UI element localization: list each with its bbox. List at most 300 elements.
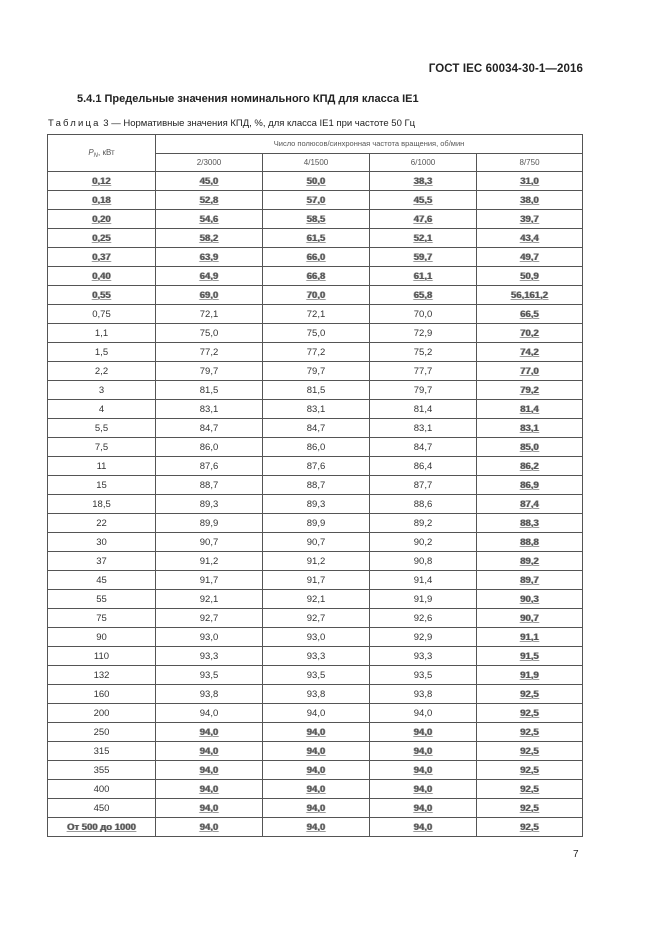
power-cell (48, 457, 156, 476)
value-cell-text: 93,3 (413, 650, 433, 662)
value-cell (263, 172, 370, 191)
value-cell-text: 79,7 (306, 365, 326, 377)
value-cell (156, 495, 263, 514)
power-cell-text: 5,5 (94, 422, 109, 434)
pn-unit: , кВт (98, 147, 115, 157)
value-cell (156, 343, 263, 362)
value-cell-text: 91,9 (520, 669, 539, 681)
value-cell (370, 362, 477, 381)
value-cell-text: 92,6 (413, 612, 433, 624)
power-cell (48, 419, 156, 438)
value-cell (370, 590, 477, 609)
table-row (48, 457, 583, 476)
value-cell (477, 666, 583, 685)
value-cell-text: 49,7 (520, 251, 539, 263)
value-cell-text: 39,7 (520, 213, 539, 225)
value-cell-text: 83,1 (199, 403, 219, 415)
value-cell (370, 723, 477, 742)
value-cell (156, 780, 263, 799)
table-row (48, 229, 583, 248)
value-cell (156, 704, 263, 723)
power-cell-text: 450 (93, 802, 110, 814)
table-row (48, 533, 583, 552)
value-cell-text: 75,0 (199, 327, 219, 339)
value-cell-text: 93,3 (306, 650, 326, 662)
caption-number: 3 (103, 118, 109, 129)
power-cell-text: 0,37 (92, 251, 111, 263)
pn-subscript: N (93, 152, 98, 159)
value-cell-text: 79,7 (199, 365, 219, 377)
value-cell (263, 229, 370, 248)
power-cell (48, 210, 156, 229)
value-cell-text: 58,5 (306, 213, 326, 225)
value-cell (263, 324, 370, 343)
value-cell (156, 305, 263, 324)
value-cell-text: 92,5 (520, 802, 539, 814)
value-cell (477, 514, 583, 533)
power-column-header (48, 135, 156, 172)
value-cell-text: 77,2 (199, 346, 219, 358)
value-cell-text: 59,7 (413, 251, 433, 263)
value-cell-text: 91,4 (413, 574, 433, 586)
value-cell-text: 75,0 (306, 327, 326, 339)
value-cell (477, 628, 583, 647)
column-header: 6/1000 (370, 153, 477, 172)
value-cell-text: 91,9 (413, 593, 433, 605)
value-cell-text: 92,5 (520, 745, 539, 757)
value-cell-text: 45,5 (413, 194, 433, 206)
value-cell (477, 723, 583, 742)
value-cell-text: 70,0 (413, 308, 433, 320)
power-cell (48, 400, 156, 419)
value-cell-text: 91,1 (520, 631, 539, 643)
value-cell (156, 476, 263, 495)
value-cell-text: 89,7 (520, 574, 539, 586)
table-row (48, 761, 583, 780)
value-cell-text: 66,8 (306, 270, 326, 282)
value-cell-text: 94,0 (306, 764, 326, 776)
value-cell (156, 248, 263, 267)
poles-group-header: Число полюсов/синхронная частота вращения, об/мин (156, 135, 583, 154)
value-cell (370, 419, 477, 438)
table-row (48, 742, 583, 761)
value-cell-text: 94,0 (306, 745, 326, 757)
value-cell-text: 92,5 (520, 707, 539, 719)
value-cell-text: 94,0 (413, 726, 433, 738)
value-cell (156, 419, 263, 438)
table-row (48, 723, 583, 742)
value-cell (477, 571, 583, 590)
table-row (48, 552, 583, 571)
power-cell-text: 0,40 (92, 270, 111, 282)
value-cell (156, 229, 263, 248)
value-cell (156, 571, 263, 590)
value-cell-text: 94,0 (413, 821, 433, 833)
value-cell-text: 92,5 (520, 764, 539, 776)
value-cell (263, 780, 370, 799)
value-cell-text: 93,0 (199, 631, 219, 643)
value-cell (477, 343, 583, 362)
value-cell (477, 305, 583, 324)
value-cell-text: 66,0 (306, 251, 326, 263)
value-cell-text: 38,0 (520, 194, 539, 206)
value-cell (477, 362, 583, 381)
table-row (48, 343, 583, 362)
power-cell-text: 3 (98, 384, 105, 396)
table-row (48, 647, 583, 666)
page-number: 7 (573, 849, 579, 860)
value-cell (370, 343, 477, 362)
value-cell (477, 742, 583, 761)
value-cell (477, 229, 583, 248)
value-cell (370, 400, 477, 419)
value-cell (263, 191, 370, 210)
value-cell (477, 324, 583, 343)
value-cell (263, 685, 370, 704)
value-cell-text: 77,2 (306, 346, 326, 358)
value-cell (156, 362, 263, 381)
value-cell (477, 761, 583, 780)
value-cell-text: 65,8 (413, 289, 433, 301)
value-cell (156, 723, 263, 742)
value-cell (156, 628, 263, 647)
table-header-row (48, 135, 583, 154)
table-row (48, 267, 583, 286)
power-cell (48, 324, 156, 343)
value-cell-text: 74,2 (520, 346, 539, 358)
value-cell-text: 77,7 (413, 365, 433, 377)
power-cell (48, 571, 156, 590)
value-cell (156, 666, 263, 685)
value-cell (263, 666, 370, 685)
value-cell-text: 70,0 (306, 289, 326, 301)
value-cell (156, 799, 263, 818)
value-cell-text: 81,5 (306, 384, 326, 396)
value-cell-text: 87,7 (413, 479, 433, 491)
value-cell (156, 590, 263, 609)
value-cell-text: 38,3 (413, 175, 433, 187)
value-cell-text: 61,1 (413, 270, 433, 282)
value-cell-text: 90,7 (199, 536, 219, 548)
value-cell (370, 780, 477, 799)
value-cell-text: 45,0 (199, 175, 219, 187)
value-cell (370, 248, 477, 267)
power-cell (48, 590, 156, 609)
value-cell-text: 83,1 (520, 422, 539, 434)
value-cell (156, 267, 263, 286)
value-cell-text: 94,0 (199, 821, 219, 833)
value-cell-text: 86,2 (520, 460, 539, 472)
table-row (48, 799, 583, 818)
value-cell-text: 63,9 (199, 251, 219, 263)
power-cell-text: 90 (96, 631, 107, 643)
value-cell (156, 761, 263, 780)
value-cell-text: 50,9 (520, 270, 539, 282)
value-cell (156, 400, 263, 419)
value-cell (370, 628, 477, 647)
value-cell (477, 457, 583, 476)
value-cell (477, 286, 583, 305)
power-cell (48, 704, 156, 723)
power-cell-text: 45 (96, 574, 107, 586)
table-row (48, 419, 583, 438)
value-cell-text: 91,5 (520, 650, 539, 662)
table-row (48, 172, 583, 191)
column-header: 4/1500 (263, 153, 370, 172)
value-cell-text: 58,2 (199, 232, 219, 244)
value-cell-text: 81,4 (520, 403, 539, 415)
power-cell-text: 0,55 (92, 289, 111, 301)
pn-symbol: P (88, 147, 94, 157)
table-row (48, 666, 583, 685)
value-cell-text: 75,2 (413, 346, 433, 358)
value-cell (156, 609, 263, 628)
power-cell (48, 818, 156, 837)
power-cell (48, 533, 156, 552)
value-cell (370, 552, 477, 571)
value-cell-text: 77,0 (520, 365, 539, 377)
value-cell (370, 818, 477, 837)
power-cell-text: 0,12 (92, 175, 111, 187)
value-cell (477, 495, 583, 514)
value-cell-text: 64,9 (199, 270, 219, 282)
power-cell (48, 552, 156, 571)
power-cell (48, 761, 156, 780)
table-row (48, 685, 583, 704)
value-cell-text: 93,5 (413, 669, 433, 681)
value-cell (370, 704, 477, 723)
power-cell-text: 355 (93, 764, 110, 776)
value-cell-text: 91,7 (306, 574, 326, 586)
value-cell (156, 324, 263, 343)
value-cell-text: 70,2 (520, 327, 539, 339)
value-cell (263, 343, 370, 362)
value-cell (156, 457, 263, 476)
value-cell-text: 94,0 (199, 726, 219, 738)
value-cell-text: 89,9 (199, 517, 219, 529)
value-cell (477, 704, 583, 723)
value-cell (370, 685, 477, 704)
value-cell-text: 92,5 (520, 821, 539, 833)
value-cell-text: 91,2 (306, 555, 326, 567)
table-row (48, 210, 583, 229)
power-cell-text: 75 (96, 612, 107, 624)
value-cell (370, 742, 477, 761)
value-cell-text: 31,0 (520, 175, 539, 187)
value-cell (156, 514, 263, 533)
table-caption (48, 118, 415, 129)
value-cell-text: 93,8 (413, 688, 433, 700)
value-cell (156, 552, 263, 571)
value-cell-text: 88,8 (520, 536, 539, 548)
value-cell-text: 89,9 (306, 517, 326, 529)
value-cell (263, 438, 370, 457)
power-cell-text: 250 (93, 726, 110, 738)
power-cell-text: 0,25 (92, 232, 111, 244)
power-cell (48, 742, 156, 761)
power-cell (48, 381, 156, 400)
value-cell (370, 514, 477, 533)
value-cell-text: 92,1 (199, 593, 219, 605)
table-row (48, 400, 583, 419)
power-cell (48, 780, 156, 799)
table-row (48, 514, 583, 533)
power-cell (48, 267, 156, 286)
value-cell-text: 92,1 (306, 593, 326, 605)
value-cell-text: 72,1 (199, 308, 219, 320)
value-cell-text: 61,5 (306, 232, 326, 244)
value-cell (370, 324, 477, 343)
value-cell-text: 87,6 (199, 460, 219, 472)
value-cell-text: 86,4 (413, 460, 433, 472)
value-cell-text: 89,2 (520, 555, 539, 567)
value-cell-text: 93,8 (199, 688, 219, 700)
value-cell-text: 94,0 (306, 783, 326, 795)
table-row (48, 476, 583, 495)
value-cell (156, 742, 263, 761)
value-cell-text: 94,0 (199, 745, 219, 757)
value-cell (477, 381, 583, 400)
value-cell-text: 90,2 (413, 536, 433, 548)
power-cell (48, 191, 156, 210)
power-cell (48, 514, 156, 533)
value-cell-text: 86,0 (306, 441, 326, 453)
value-cell-text: 92,7 (306, 612, 326, 624)
value-cell (370, 476, 477, 495)
power-cell-text: 315 (93, 745, 110, 757)
value-cell (477, 400, 583, 419)
value-cell-text: 72,9 (413, 327, 433, 339)
efficiency-table (47, 134, 583, 837)
value-cell-text: 81,5 (199, 384, 219, 396)
table-row (48, 818, 583, 837)
power-cell-text: 11 (96, 460, 107, 472)
value-cell-text: 87,4 (520, 498, 539, 510)
value-cell (263, 799, 370, 818)
section-title: 5.4.1 Предельные значения номинального КПД для класса IE1 (77, 93, 419, 105)
value-cell (156, 191, 263, 210)
document-header: ГОСТ IEC 60034-30-1—2016 (428, 63, 583, 75)
value-cell-text: 89,2 (413, 517, 433, 529)
value-cell-text: 92,7 (199, 612, 219, 624)
value-cell (263, 400, 370, 419)
power-cell-text: 37 (96, 555, 107, 567)
table-row (48, 571, 583, 590)
power-cell-text: 160 (93, 688, 110, 700)
power-cell (48, 438, 156, 457)
value-cell (263, 723, 370, 742)
value-cell-text: 88,7 (306, 479, 326, 491)
value-cell-text: 91,7 (199, 574, 219, 586)
value-cell (263, 742, 370, 761)
value-cell (156, 685, 263, 704)
value-cell-text: 52,8 (199, 194, 219, 206)
power-cell-text: 132 (93, 669, 110, 681)
power-cell-text: 18,5 (92, 498, 111, 510)
value-cell (156, 818, 263, 837)
power-cell-text: 0,75 (92, 308, 111, 320)
column-header: 2/3000 (156, 153, 263, 172)
power-cell (48, 229, 156, 248)
value-cell (370, 666, 477, 685)
value-cell-text: 86,0 (199, 441, 219, 453)
value-cell-text: 92,5 (520, 726, 539, 738)
table-body (48, 172, 583, 837)
value-cell-text: 50,0 (306, 175, 326, 187)
value-cell (370, 305, 477, 324)
value-cell (477, 419, 583, 438)
table-row (48, 191, 583, 210)
value-cell-text: 92,5 (520, 783, 539, 795)
value-cell-text: 93,8 (306, 688, 326, 700)
value-cell-text: 94,0 (306, 707, 326, 719)
table-row (48, 324, 583, 343)
power-cell-text: 1,5 (94, 346, 109, 358)
value-cell (263, 419, 370, 438)
value-cell-text: 93,3 (199, 650, 219, 662)
table-row (48, 286, 583, 305)
value-cell-text: 43,4 (520, 232, 539, 244)
value-cell (370, 647, 477, 666)
value-cell (263, 286, 370, 305)
value-cell (156, 286, 263, 305)
value-cell-text: 90,7 (306, 536, 326, 548)
table-row (48, 704, 583, 723)
power-cell (48, 647, 156, 666)
value-cell (263, 514, 370, 533)
value-cell-text: 94,0 (306, 821, 326, 833)
value-cell (477, 780, 583, 799)
value-cell (370, 609, 477, 628)
value-cell-text: 56,161,2 (511, 289, 549, 301)
table-head (48, 135, 583, 172)
value-cell (156, 647, 263, 666)
table-row (48, 609, 583, 628)
value-cell (263, 267, 370, 286)
value-cell-text: 89,3 (306, 498, 326, 510)
value-cell (477, 267, 583, 286)
value-cell (477, 533, 583, 552)
value-cell-text: 88,3 (520, 517, 539, 529)
power-cell-text: 30 (96, 536, 107, 548)
value-cell (370, 286, 477, 305)
value-cell (477, 210, 583, 229)
power-cell (48, 723, 156, 742)
value-cell-text: 79,2 (520, 384, 539, 396)
caption-prefix: Таблица (48, 118, 101, 129)
power-cell (48, 476, 156, 495)
table-row (48, 495, 583, 514)
value-cell-text: 94,0 (413, 745, 433, 757)
value-cell (370, 191, 477, 210)
value-cell-text: 84,7 (199, 422, 219, 434)
value-cell (370, 267, 477, 286)
value-cell-text: 47,6 (413, 213, 433, 225)
value-cell-text: 94,0 (199, 802, 219, 814)
power-cell-text: 0,20 (92, 213, 111, 225)
value-cell (156, 438, 263, 457)
value-cell (263, 628, 370, 647)
table-row (48, 362, 583, 381)
value-cell (156, 533, 263, 552)
power-cell-text: 22 (96, 517, 107, 529)
power-cell (48, 609, 156, 628)
value-cell (477, 438, 583, 457)
value-cell-text: 94,0 (199, 764, 219, 776)
power-cell-text: От 500 до 1000 (67, 821, 136, 833)
value-cell-text: 94,0 (413, 707, 433, 719)
value-cell (370, 381, 477, 400)
